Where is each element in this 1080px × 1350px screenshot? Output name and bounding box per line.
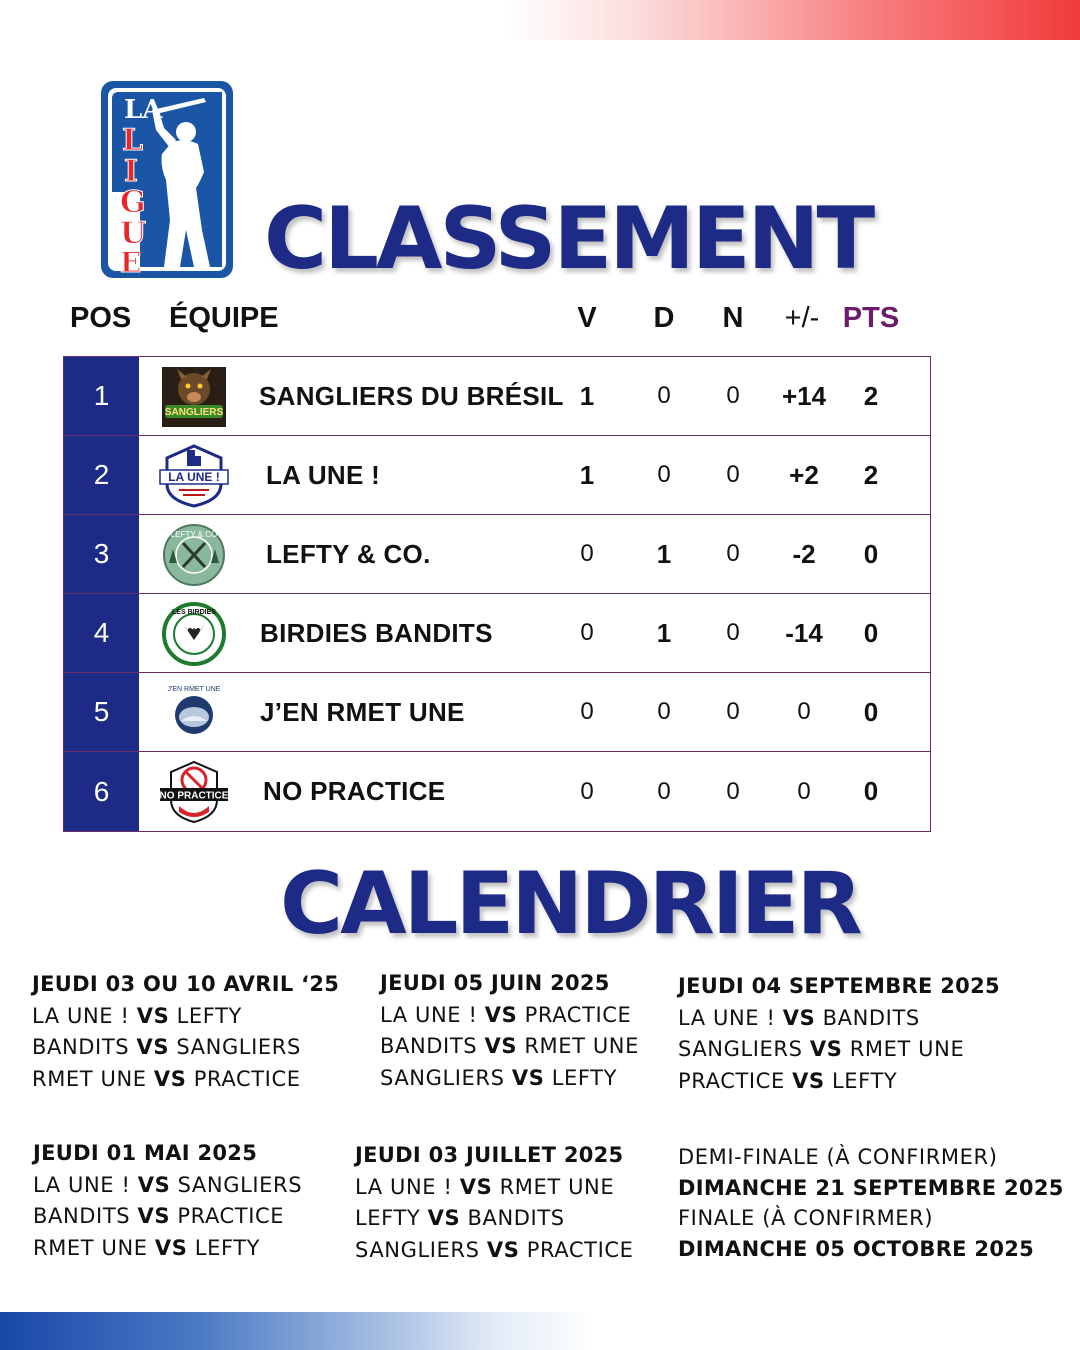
match-line: BANDITS VS PRACTICE: [33, 1204, 285, 1228]
match-line: LA UNE ! VS PRACTICE: [380, 1002, 632, 1027]
team-name: NO PRACTICE: [263, 776, 446, 806]
calendar-block-september: [678, 971, 1000, 1097]
calendar-block-finals: [678, 1142, 1064, 1264]
losses-value: 0: [657, 382, 671, 409]
points-value: 0: [863, 776, 879, 806]
team-name: LEFTY & CO.: [266, 538, 431, 569]
match-line: SANGLIERS VS LEFTY: [380, 1065, 618, 1090]
final-date: DIMANCHE 05 OCTOBRE 2025: [678, 1236, 1035, 1261]
header-losses: D: [653, 302, 675, 334]
header-wins: V: [577, 302, 597, 334]
row-position: 3: [64, 515, 139, 593]
match-line: LA UNE ! VS LEFTY: [32, 1003, 242, 1028]
match-line: BANDITS VS RMET UNE: [380, 1034, 639, 1058]
standings-title: CLASSEMENT: [264, 189, 873, 289]
losses-value: 0: [657, 777, 671, 805]
semifinal-label: DEMI-FINALE (À CONFIRMER): [678, 1145, 998, 1169]
svg-text:NO PRACTICE: NO PRACTICE: [159, 790, 229, 802]
table-row: [64, 515, 930, 594]
wins-value: 1: [579, 380, 595, 411]
table-row: [64, 752, 930, 831]
team-name: BIRDIES BANDITS: [260, 617, 493, 648]
la-ligue-logo: [100, 80, 234, 279]
table-row: [64, 436, 930, 515]
match-line: LA UNE ! VS RMET UNE: [355, 1174, 615, 1199]
match-date: JEUDI 01 MAI 2025: [33, 1141, 258, 1165]
draws-value: 0: [726, 698, 740, 725]
match-line: BANDITS VS SANGLIERS: [32, 1035, 301, 1059]
match-line: RMET UNE VS PRACTICE: [32, 1066, 301, 1091]
golf-ball-icon: [159, 681, 229, 745]
match-date: JEUDI 05 JUIN 2025: [380, 971, 610, 995]
table-row: [64, 594, 930, 673]
header-diff: +/-: [784, 302, 820, 334]
header-draws: N: [722, 302, 744, 334]
draws-value: 0: [726, 382, 740, 409]
svg-text:L: L: [122, 123, 144, 158]
losses-value: 1: [656, 538, 672, 569]
diff-value: -2: [792, 538, 816, 569]
foam-finger-icon: [159, 444, 229, 508]
points-value: 0: [863, 538, 879, 569]
svg-text:LES BIRDIES: LES BIRDIES: [172, 609, 216, 616]
match-date: JEUDI 04 SEPTEMBRE 2025: [678, 974, 1000, 998]
points-value: 2: [863, 380, 879, 411]
crossed-clubs-icon: [159, 523, 229, 587]
calendar-block-may: [33, 1138, 302, 1264]
svg-text:LEFTY & CO: LEFTY & CO: [170, 530, 218, 539]
match-line: LEFTY VS BANDITS: [355, 1206, 565, 1230]
table-row: [64, 357, 930, 436]
table-row: [64, 673, 930, 752]
diff-value: +14: [781, 380, 827, 411]
svg-text:LA: LA: [124, 95, 163, 125]
header-team: ÉQUIPE: [169, 302, 279, 334]
svg-text:SANGLIERS: SANGLIERS: [164, 407, 224, 418]
losses-value: 0: [657, 698, 671, 725]
calendar-block-july: [355, 1140, 634, 1266]
svg-text:J'EN RMET UNE: J'EN RMET UNE: [167, 686, 221, 693]
semifinal-date: DIMANCHE 21 SEPTEMBRE 2025: [678, 1175, 1064, 1200]
match-line: SANGLIERS VS PRACTICE: [355, 1237, 634, 1262]
match-date: JEUDI 03 OU 10 AVRIL ‘25: [32, 972, 340, 996]
points-value: 2: [863, 459, 879, 490]
row-position: 6: [64, 752, 139, 831]
draws-value: 0: [726, 777, 740, 805]
header-points: PTS: [842, 302, 900, 334]
boar-icon: [159, 365, 229, 429]
no-golfer-icon: [159, 760, 229, 824]
row-position: 4: [64, 594, 139, 672]
diff-value: 0: [797, 777, 811, 805]
bottom-gradient-bar: [0, 1312, 1080, 1350]
points-value: 0: [863, 696, 879, 727]
losses-value: 1: [656, 617, 672, 648]
wins-value: 1: [579, 459, 595, 490]
calendar-title: CALENDRIER: [280, 854, 860, 954]
calendar-block-june: [380, 968, 639, 1094]
top-gradient-bar: [0, 0, 1080, 40]
standings-table: [63, 356, 931, 832]
match-date: JEUDI 03 JUILLET 2025: [355, 1143, 624, 1167]
match-line: RMET UNE VS LEFTY: [33, 1235, 261, 1260]
row-position: 5: [64, 673, 139, 751]
svg-text:U: U: [120, 216, 147, 251]
calendar-block-april: [32, 969, 339, 1095]
row-position: 2: [64, 436, 139, 514]
points-value: 0: [863, 617, 879, 648]
losses-value: 0: [657, 461, 671, 488]
svg-text:G: G: [120, 185, 146, 220]
team-name: J’EN RMET UNE: [260, 696, 465, 727]
svg-text:LA UNE !: LA UNE !: [168, 470, 220, 484]
draws-value: 0: [726, 540, 740, 567]
draws-value: 0: [726, 461, 740, 488]
bird-icon: [159, 602, 229, 666]
diff-value: -14: [785, 617, 823, 648]
svg-text:I: I: [124, 154, 139, 189]
svg-text:E: E: [120, 246, 142, 279]
wins-value: 0: [580, 698, 594, 725]
header-pos: POS: [70, 302, 132, 334]
wins-value: 0: [580, 619, 594, 646]
wins-value: 0: [580, 540, 594, 567]
wins-value: 0: [580, 777, 594, 805]
diff-value: +2: [789, 459, 819, 490]
team-name: LA UNE !: [266, 459, 381, 490]
draws-value: 0: [726, 619, 740, 646]
team-name: SANGLIERS DU BRÉSIL: [259, 380, 564, 411]
match-line: PRACTICE VS LEFTY: [678, 1068, 898, 1093]
match-line: LA UNE ! VS SANGLIERS: [33, 1172, 303, 1197]
diff-value: 0: [797, 698, 811, 725]
match-line: LA UNE ! VS BANDITS: [678, 1005, 920, 1030]
match-line: SANGLIERS VS RMET UNE: [678, 1037, 965, 1061]
row-position: 1: [64, 357, 139, 435]
final-label: FINALE (À CONFIRMER): [678, 1206, 934, 1230]
